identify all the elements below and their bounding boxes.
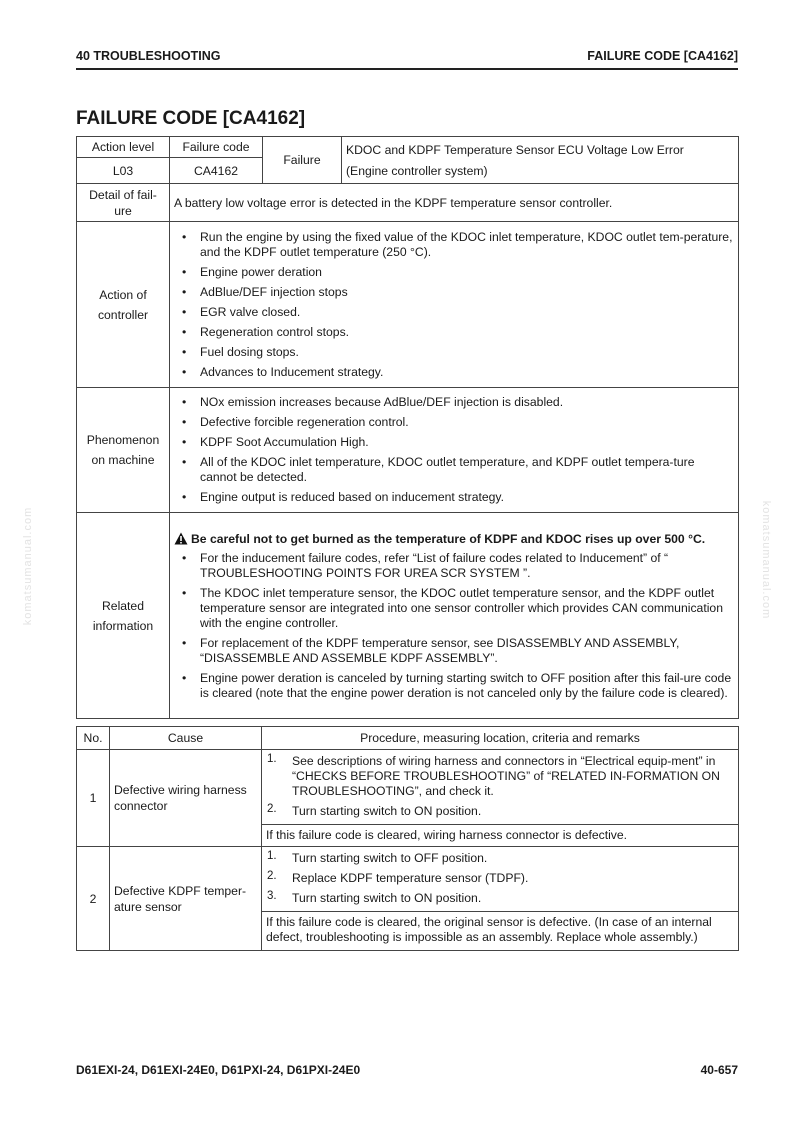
step-text: Turn starting switch to OFF position. <box>292 851 488 865</box>
failure-info-table <box>76 136 739 719</box>
bullet-text: The KDOC inlet temperature sensor, the KDOC outlet temperature sensor, and the KDPF outlet temperature sensor are integrated into one sensor controller which provides CAN communication with the engine controller. <box>200 585 723 630</box>
bullet-item <box>174 365 734 380</box>
procedure-step <box>266 851 734 866</box>
bullet-item <box>174 265 734 280</box>
bullet-item <box>174 490 734 505</box>
header-title: FAILURE CODE [CA4162] <box>587 49 738 63</box>
bullet-item <box>174 455 734 485</box>
col-no-header: No. <box>77 727 110 750</box>
warning-icon <box>174 532 188 545</box>
step-text: Turn starting switch to ON position. <box>292 891 482 905</box>
bullet-icon: • <box>182 455 187 469</box>
phenomenon-label: Phenomenon on machine <box>77 388 170 513</box>
phenomenon-list <box>170 388 739 513</box>
bullet-icon: • <box>182 344 187 359</box>
detail-label: Detail of fail-ure <box>77 184 170 222</box>
step-number: 1. <box>267 753 277 765</box>
burn-warning-text: Be careful not to get burned as the temperature of KDPF and KDOC rises up over 500 °C. <box>191 531 706 546</box>
cause-table <box>76 726 739 951</box>
cause-row-note: If this failure code is cleared, the original sensor is defective. (In case of an internal defect, troubleshooting is impossible as an assembly. Replace whole assembly.) <box>262 911 738 948</box>
col-procedure-header: Procedure, measuring location, criteria and remarks <box>262 727 739 750</box>
bullet-icon: • <box>182 635 187 650</box>
col-cause-header: Cause <box>110 727 262 750</box>
cause-row-cause: Defective wiring harness connector <box>110 750 262 847</box>
page-title: FAILURE CODE [CA4162] <box>76 108 306 129</box>
failure-desc-line-1: KDOC and KDPF Temperature Sensor ECU Voltage Low Error <box>346 143 684 157</box>
action-level-label: Action level <box>77 137 170 158</box>
bullet-item <box>174 586 734 631</box>
bullet-icon: • <box>182 415 187 429</box>
bullet-icon: • <box>182 364 187 379</box>
bullet-item <box>174 415 734 430</box>
bullet-icon: • <box>182 435 187 449</box>
failure-label: Failure <box>263 137 342 184</box>
bullet-item <box>174 435 734 450</box>
failure-description <box>342 137 739 184</box>
bullet-text: Advances to Inducement strategy. <box>200 364 384 379</box>
bullet-item <box>174 636 734 666</box>
bullet-text: EGR valve closed. <box>200 304 301 319</box>
related-info-label: Related information <box>77 513 170 719</box>
failure-code-label: Failure code <box>170 137 263 158</box>
bullet-icon: • <box>182 284 187 299</box>
cause-row-note: If this failure code is cleared, wiring harness connector is defective. <box>262 824 738 846</box>
step-text: Replace KDPF temperature sensor (TDPF). <box>292 871 529 885</box>
cause-row-procedure <box>262 750 739 847</box>
cause-row-no: 1 <box>77 750 110 847</box>
procedure-step <box>266 804 734 819</box>
bullet-text: AdBlue/DEF injection stops <box>200 284 348 299</box>
cause-row-no: 2 <box>77 847 110 951</box>
bullet-text: Run the engine by using the fixed value of the KDOC inlet temperature, KDOC outlet tem-perature, and the KDPF outlet temperature (250 °C). <box>200 229 733 259</box>
action-of-controller-list <box>170 222 739 388</box>
failure-desc-line-2: (Engine controller system) <box>346 164 488 178</box>
watermark-right: komatsumanual.com <box>760 500 772 620</box>
bullet-icon: • <box>182 585 187 600</box>
bullet-text: Engine output is reduced based on inducement strategy. <box>200 490 504 504</box>
bullet-text: Engine power deration is canceled by turning starting switch to OFF position after this fail-ure code is cleared (note that the engine power deration is not canceled only by the failure code is cleared). <box>200 670 732 700</box>
bullet-icon: • <box>182 550 187 565</box>
bullet-text: For the inducement failure codes, refer “List of failure codes related to Inducement” of “ TROUBLESHOOTING POINTS FOR UREA SCR SYSTEM ”. <box>200 550 669 580</box>
step-text: See descriptions of wiring harness and connectors in “Electrical equip-ment” in “CHECKS BEFORE TROUBLESHOOTING” of “RELATED IN-FORMATION ON TROUBLESHOOTING”, and check it. <box>292 754 720 798</box>
header-section: 40 TROUBLESHOOTING <box>76 49 221 63</box>
bullet-text: Engine power deration <box>200 264 322 279</box>
bullet-item <box>174 671 734 701</box>
bullet-icon: • <box>182 304 187 319</box>
step-text: Turn starting switch to ON position. <box>292 804 482 818</box>
page-footer <box>76 1063 738 1077</box>
failure-code-value: CA4162 <box>170 158 263 184</box>
bullet-text: Regeneration control stops. <box>200 324 350 339</box>
bullet-icon: • <box>182 395 187 409</box>
bullet-icon: • <box>182 670 187 685</box>
step-number: 2. <box>267 870 277 882</box>
cause-row-procedure <box>262 847 739 951</box>
bullet-icon: • <box>182 229 187 244</box>
bullet-item <box>174 551 734 581</box>
page-number: 40-657 <box>700 1063 738 1077</box>
bullet-text: NOx emission increases because AdBlue/DEF injection is disabled. <box>200 395 564 409</box>
bullet-item <box>174 395 734 410</box>
action-of-controller-label: Action of controller <box>77 222 170 388</box>
bullet-item <box>174 325 734 340</box>
bullet-text: Fuel dosing stops. <box>200 344 299 359</box>
watermark-left: komatsumanual.com <box>22 506 34 626</box>
action-level-value: L03 <box>77 158 170 184</box>
bullet-text: KDPF Soot Accumulation High. <box>200 435 369 449</box>
footer-models: D61EXI-24, D61EXI-24E0, D61PXI-24, D61PXI-24E0 <box>76 1063 361 1077</box>
cause-row-cause: Defective KDPF temper-ature sensor <box>110 847 262 951</box>
bullet-item <box>174 345 734 360</box>
procedure-step <box>266 871 734 886</box>
bullet-icon: • <box>182 324 187 339</box>
page-header <box>76 48 738 70</box>
bullet-icon: • <box>182 264 187 279</box>
procedure-step <box>266 754 734 799</box>
bullet-item <box>174 285 734 300</box>
step-number: 3. <box>267 890 277 902</box>
related-info-content <box>170 513 739 719</box>
bullet-text: Defective forcible regeneration control. <box>200 415 409 429</box>
detail-value: A battery low voltage error is detected in the KDPF temperature sensor controller. <box>170 184 739 222</box>
burn-warning <box>174 531 734 547</box>
bullet-item <box>174 230 734 260</box>
bullet-item <box>174 305 734 320</box>
bullet-icon: • <box>182 490 187 504</box>
step-number: 2. <box>267 803 277 815</box>
procedure-step <box>266 891 734 906</box>
bullet-text: For replacement of the KDPF temperature sensor, see DISASSEMBLY AND ASSEMBLY, “DISASSEMBLE AND ASSEMBLE KDPF ASSEMBLY”. <box>200 635 680 665</box>
step-number: 1. <box>267 850 277 862</box>
bullet-text: All of the KDOC inlet temperature, KDOC outlet temperature, and KDPF outlet tempera-ture cannot be detected. <box>200 455 695 484</box>
